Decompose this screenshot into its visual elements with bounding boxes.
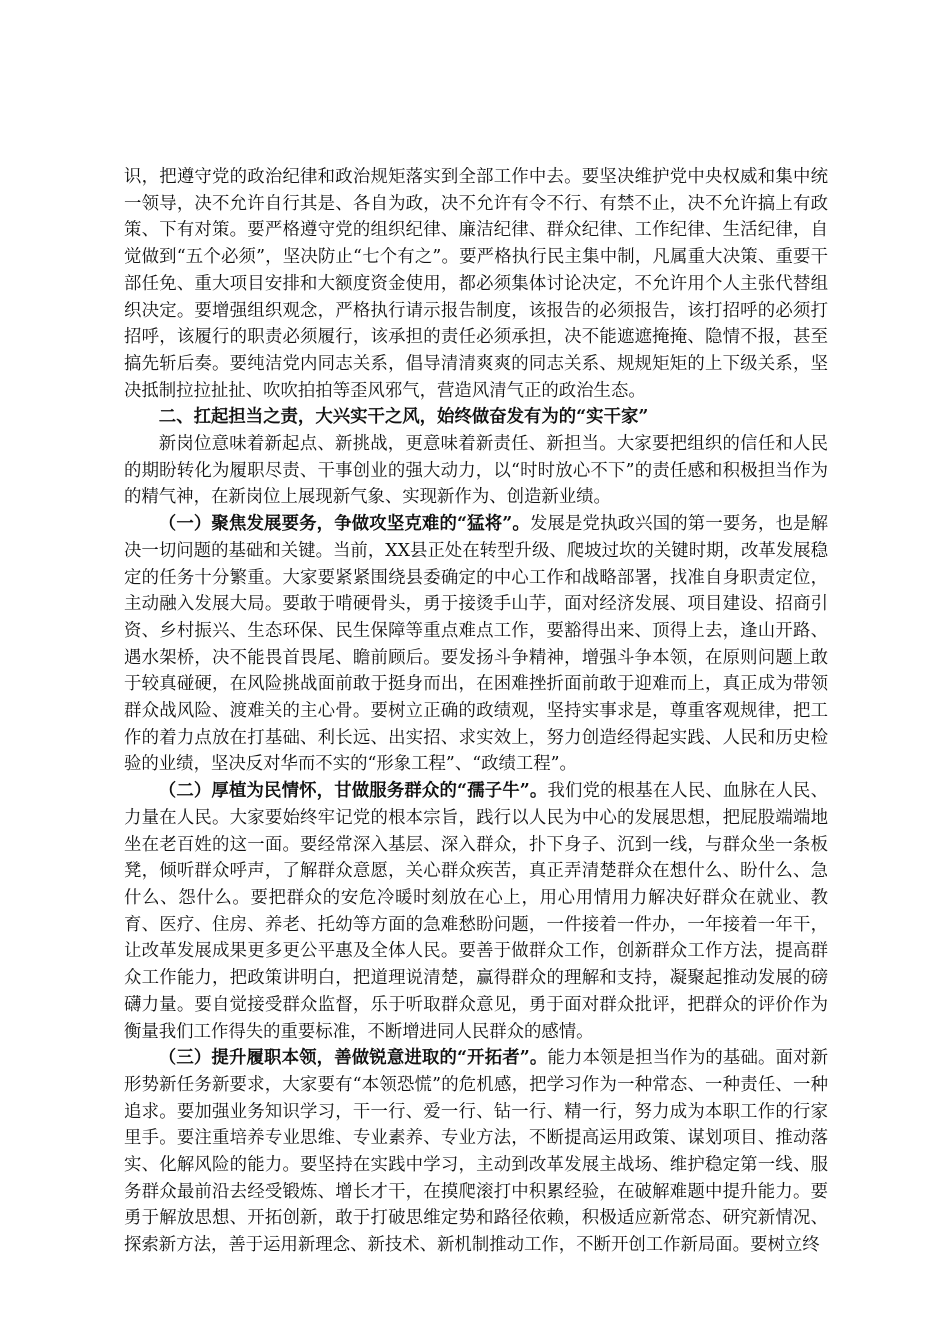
subsection-1: [124, 511, 828, 778]
paragraph-discipline: 识，把遵守党的政治纪律和政治规矩落实到全部工作中去。要坚决维护党中央权威和集中统一领导，决不允许自行其是、各自为政，决不允许有令不行、有禁不止，决不允许搞上有政策、下有对策。要严格遵守党的组织纪律、廉洁纪律、群众纪律、工作纪律、生活纪律，自觉做到“五个必须”，坚决防止“七个有之”。要严格执行民主集中制，凡属重大决策、重要干部任免、重大项目安排和大额度资金使用，都必须集体讨论决定，不允许用个人主张代替组织决定。要增强组织观念，严格执行请示报告制度，该报告的必须报告，该打招呼的必须打招呼，该履行的职责必须履行，该承担的责任必须承担，决不能遮遮掩掩、隐情不报，甚至搞先斩后奏。要纯洁党内同志关系，倡导清清爽爽的同志关系、规规矩矩的上下级关系，坚决抵制拉拉扯扯、吹吹拍拍等歪风邪气，营造风清气正的政治生态。: [124, 167, 828, 401]
subsection-3-body: 能力本领是担当作为的基础。面对新形势新任务新要求，大家要有“本领恐慌”的危机感，把学习作为一种常态、一种责任、一种追求。要加强业务知识学习，干一行、爱一行、钻一行、精一行，努力成为本职工作的行家里手。要注重培养专业思维、专业素养、专业方法，不断提高运用政策、谋划项目、推动落实、化解风险的能力。要坚持在实践中学习，主动到改革发展主战场、维护稳定第一线、服务群众最前沿去经受锻炼、增长才干，在摸爬滚打中积累经验，在破解难题中提升能力。要勇于解放思想、开拓创新，敢于打破思维定势和路径依赖，积极适应新常态、研究新情况、探索新方法，善于运用新理念、新技术、新机制推动工作，不断开创工作新局面。要树立终: [124, 1048, 828, 1256]
subsection-2: [124, 778, 828, 1045]
subsection-1-body: 发展是党执政兴国的第一要务，也是解决一切问题的基础和关键。当前，XX县正处在转型升级、爬坡过坎的关键时期，改革发展稳定的任务十分繁重。大家要紧紧围绕县委确定的中心工作和战略部署，找准自身职责定位，主动融入发展大局。要敢于啃硬骨头，勇于接烫手山芋，面对经济发展、项目建设、招商引资、乡村振兴、生态环保、民生保障等重点难点工作，要豁得出来、顶得上去，逢山开路、遇水架桥，决不能畏首畏尾、瞻前顾后。要发扬斗争精神，增强斗争本领，在原则问题上敢于较真碰硬，在风险挑战面前敢于挺身而出，在困难挫折面前敢于迎难而上，真正成为带领群众战风险、渡难关的主心骨。要树立正确的政绩观，坚持实事求是，尊重客观规律，把工作的着力点放在打基础、利长远、出实招、求实效上，努力创造经得起实践、人民和历史检验的业绩，坚决反对华而不实的“形象工程”、“政绩工程”。: [124, 514, 828, 775]
subsection-1-title: （一）聚焦发展要务，争做攻坚克难的“猛将”。: [158, 514, 530, 535]
paragraph-new-post: 新岗位意味着新起点、新挑战，更意味着新责任、新担当。大家要把组织的信任和人民的期盼转化为履职尽责、干事创业的强大动力，以“时时放心不下”的责任感和积极担当作为的精气神，在新岗位上展现新气象、实现新作为、创造新业绩。: [124, 434, 828, 508]
section-heading-2: 二、扛起担当之责，大兴实干之风，始终做奋发有为的“实干家”: [158, 407, 649, 428]
subsection-2-body: 我们党的根基在人民、血脉在人民、力量在人民。大家要始终牢记党的根本宗旨，践行以人民为中心的发展思想，把屁股端端地坐在老百姓的这一面。要经常深入基层、深入群众，扑下身子、沉到一线，与群众坐一条板凳，倾听群众呼声，了解群众意愿，关心群众疾苦，真正弄清楚群众在想什么、盼什么、急什么、怨什么。要把群众的安危冷暖时刻放在心上，用心用情用力解决好群众在就业、教育、医疗、住房、养老、托幼等方面的急难愁盼问题，一件接着一件办，一年接着一年干，让改革发展成果更多更公平惠及全体人民。要善于做群众工作，创新群众工作方法，提高群众工作能力，把政策讲明白，把道理说清楚，赢得群众的理解和支持，凝聚起推动发展的磅礴力量。要自觉接受群众监督，乐于听取群众意见，勇于面对群众批评，把群众的评价作为衡量我们工作得失的重要标准，不断增进同人民群众的感情。: [124, 781, 828, 1042]
subsection-3: [124, 1045, 828, 1259]
subsection-2-title: （二）厚植为民情怀，甘做服务群众的“孺子牛”。: [158, 781, 548, 802]
subsection-3-title: （三）提升履职本领，善做锐意进取的“开拓者”。: [158, 1048, 548, 1069]
document-page: [124, 164, 828, 1259]
